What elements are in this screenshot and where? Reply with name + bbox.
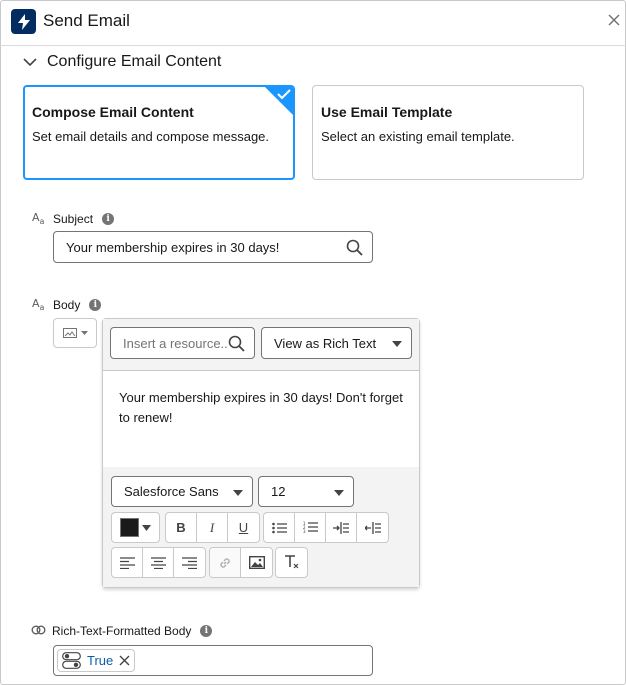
pill-label: True (87, 653, 114, 668)
card-description: Select an existing email template. (321, 129, 515, 144)
close-icon[interactable] (608, 14, 624, 30)
align-right-icon (182, 557, 197, 569)
info-icon[interactable]: i (200, 625, 212, 637)
modal-header (0, 0, 626, 46)
bulleted-list-icon (272, 522, 287, 534)
svg-text:3: 3 (302, 529, 306, 534)
rich-text-editor (102, 318, 420, 588)
font-family-select[interactable] (111, 476, 253, 507)
card-description: Set email details and compose message. (32, 129, 270, 144)
underline-icon: U (238, 520, 249, 535)
chevron-down-icon (392, 341, 402, 347)
view-mode-value: View as Rich Text (274, 335, 377, 351)
section-title: Configure Email Content (47, 53, 222, 70)
insert-group (209, 547, 273, 578)
align-right-button[interactable] (174, 548, 205, 577)
text-color-button[interactable] (112, 513, 159, 542)
search-icon[interactable] (228, 335, 245, 352)
rich-text-formatted-input[interactable] (53, 645, 373, 676)
align-center-button[interactable] (143, 548, 174, 577)
font-size-select[interactable] (258, 476, 354, 507)
search-icon[interactable] (346, 239, 363, 256)
image-icon (63, 328, 77, 338)
list-indent-group (263, 512, 389, 543)
alignment-group (111, 547, 206, 578)
svg-text:1: 1 (302, 521, 306, 526)
underline-button[interactable] (228, 513, 259, 542)
remove-icon[interactable] (119, 655, 130, 666)
image-picker-button[interactable] (53, 318, 97, 348)
caret-down-icon (81, 331, 88, 336)
checkmark-icon (277, 89, 291, 100)
info-icon[interactable]: i (102, 213, 114, 225)
italic-icon: I (209, 519, 215, 535)
text-style-group (165, 512, 260, 543)
numbered-list-button[interactable] (295, 513, 326, 542)
compose-email-content-card[interactable] (23, 85, 295, 180)
image-icon (249, 556, 265, 569)
outdent-button[interactable] (357, 513, 388, 542)
subject-label: Subject (53, 211, 94, 226)
text-type-icon: $A_a$ (32, 211, 45, 227)
text-type-icon: $A_a$ (32, 297, 45, 313)
color-group (111, 512, 160, 543)
caret-down-icon (142, 525, 151, 531)
italic-button[interactable] (197, 513, 228, 542)
bulleted-list-button[interactable] (264, 513, 295, 542)
insert-link-button[interactable] (210, 548, 241, 577)
info-icon[interactable]: i (89, 299, 101, 311)
subject-label-row (32, 211, 114, 226)
body-label: Body (53, 297, 81, 312)
bold-button[interactable] (166, 513, 197, 542)
bold-icon: B (176, 520, 186, 535)
link-type-icon (31, 625, 49, 638)
clear-format-group (275, 547, 308, 578)
body-label-row (32, 297, 101, 312)
rich-text-label: Rich-Text-Formatted Body (52, 624, 192, 638)
insert-image-button[interactable] (241, 548, 272, 577)
align-center-icon (151, 557, 166, 569)
editor-top-bar (103, 319, 419, 371)
resource-search-input[interactable] (110, 327, 255, 359)
view-mode-select[interactable] (261, 327, 412, 359)
card-title: Use Email Template (321, 104, 453, 120)
toggle-icon (62, 652, 81, 669)
link-icon (218, 556, 232, 570)
svg-text:2: 2 (302, 525, 306, 530)
editor-content[interactable]: Your membership expires in 30 days! Don't forget to renew! (119, 390, 403, 425)
rich-text-label-row (31, 624, 212, 638)
chevron-down-icon (334, 490, 344, 496)
indent-icon (333, 522, 349, 534)
font-size-value: 12 (271, 484, 286, 499)
page-title: Send Email (43, 11, 130, 30)
clear-formatting-button[interactable] (276, 548, 307, 577)
numbered-list-icon (303, 521, 318, 534)
lightning-bolt-icon (11, 9, 36, 34)
value-pill[interactable] (57, 649, 135, 672)
subject-input[interactable] (53, 231, 373, 263)
align-left-icon (120, 557, 135, 569)
resource-placeholder: Insert a resource... (123, 335, 232, 351)
outdent-icon (365, 522, 381, 534)
use-email-template-card[interactable] (312, 85, 584, 180)
editor-toolbar (103, 467, 419, 587)
indent-button[interactable] (326, 513, 357, 542)
font-family-value: Salesforce Sans (124, 484, 219, 499)
color-swatch (120, 518, 139, 537)
subject-value: Your membership expires in 30 days! (66, 239, 280, 255)
chevron-down-icon (233, 490, 243, 496)
clear-formatting-icon (284, 555, 300, 570)
section-header[interactable] (22, 52, 221, 72)
align-left-button[interactable] (112, 548, 143, 577)
card-title: Compose Email Content (32, 104, 194, 120)
chevron-down-icon[interactable] (22, 57, 38, 67)
